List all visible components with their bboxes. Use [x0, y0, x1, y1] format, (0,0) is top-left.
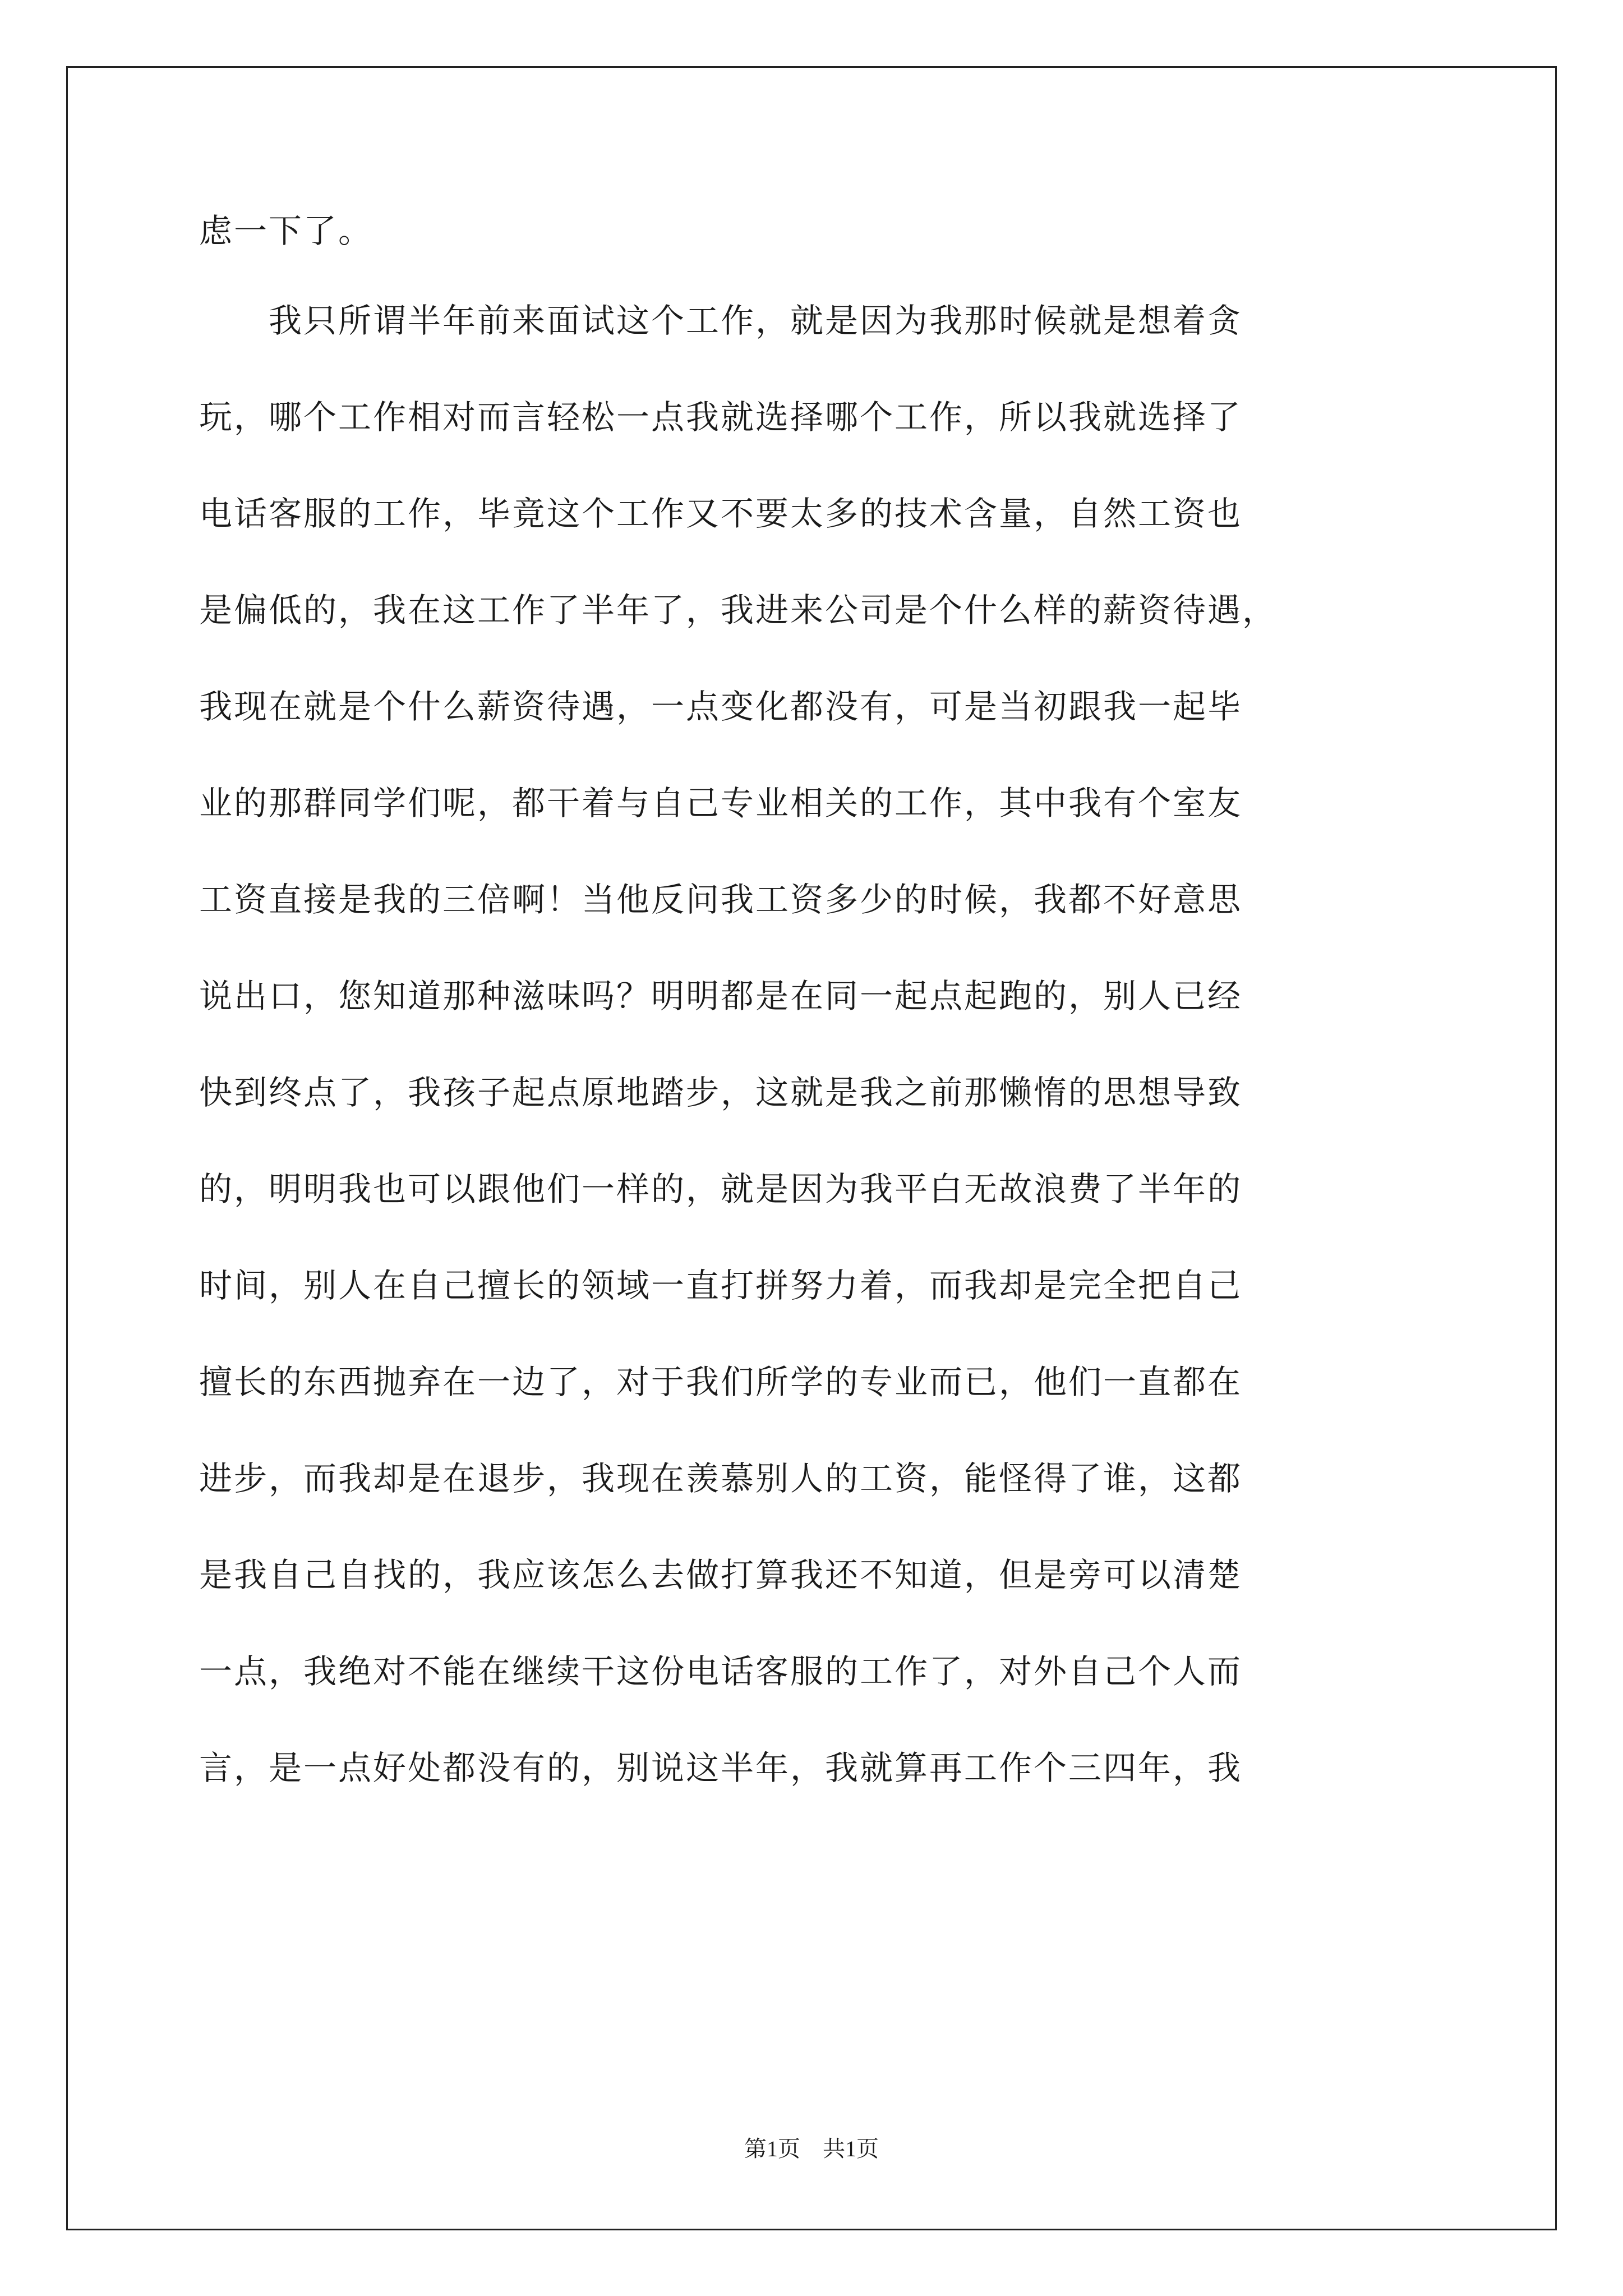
text-line: 是偏低的，我在这工作了半年了，我进来公司是个什么样的薪资待遇，: [199, 591, 1278, 629]
page-number-footer: 第1页 共1页: [744, 2136, 879, 2161]
text-line: 言，是一点好处都没有的，别说这半年，我就算再工作个三四年，我: [199, 1749, 1243, 1787]
text-line: 玩，哪个工作相对而言轻松一点我就选择哪个工作，所以我就选择了: [199, 398, 1243, 436]
text-line: 电话客服的工作，毕竟这个工作又不要太多的技术含量，自然工资也: [199, 494, 1243, 533]
text-line: 工资直接是我的三倍啊！当他反问我工资多少的时候，我都不好意思: [199, 880, 1243, 919]
text-line: 进步，而我却是在退步，我现在羡慕别人的工资，能怪得了谁，这都: [199, 1459, 1243, 1498]
text-line: 业的那群同学们呢，都干着与自己专业相关的工作，其中我有个室友: [199, 784, 1243, 822]
text-line: 我现在就是个什么薪资待遇，一点变化都没有，可是当初跟我一起毕: [199, 687, 1243, 726]
text-line: 快到终点了，我孩子起点原地踏步，这就是我之前那懒惰的思想导致: [199, 1073, 1243, 1112]
text-line: 是我自己自找的，我应该怎么去做打算我还不知道，但是旁可以清楚: [199, 1556, 1243, 1594]
text-line: 虑一下了。: [199, 211, 374, 250]
text-line: 一点，我绝对不能在继续干这份电话客服的工作了，对外自己个人而: [199, 1652, 1243, 1691]
text-line: 擅长的东西抛弃在一边了，对于我们所学的专业而已，他们一直都在: [199, 1363, 1243, 1401]
page-border: [66, 66, 1557, 2230]
text-line: 时间，别人在自己擅长的领域一直打拼努力着，而我却是完全把自己: [199, 1266, 1243, 1305]
text-line: 说出口，您知道那种滋味吗？明明都是在同一起点起跑的，别人已经: [199, 977, 1243, 1015]
text-line: 我只所谓半年前来面试这个工作，就是因为我那时候就是想着贪: [199, 301, 1243, 340]
text-line: 的，明明我也可以跟他们一样的，就是因为我平白无故浪费了半年的: [199, 1170, 1243, 1208]
